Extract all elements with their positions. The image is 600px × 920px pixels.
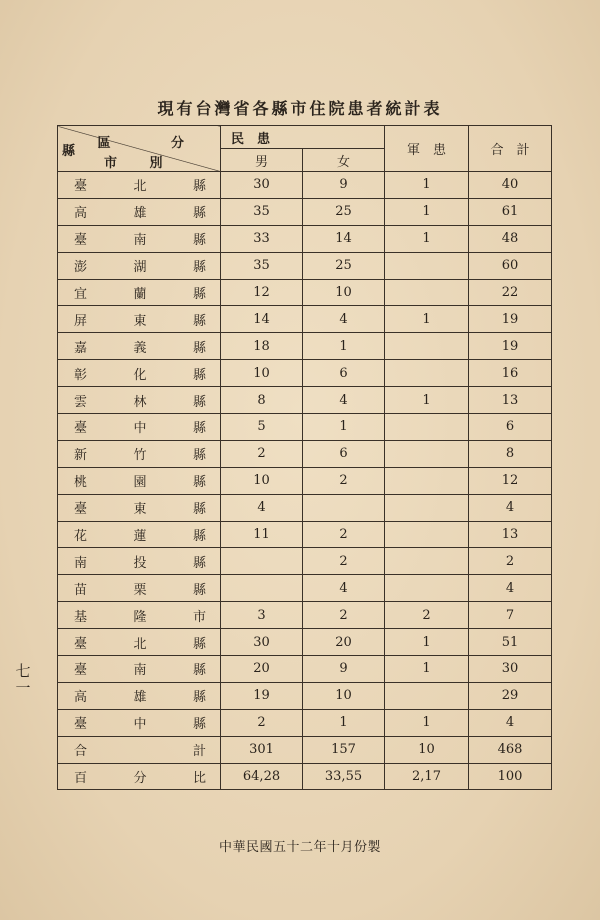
region-name-char: 雄 — [133, 206, 147, 222]
region-name-cell — [58, 575, 221, 602]
total-cell: 48 — [469, 225, 552, 252]
corner-header-bottom: 市 別 — [104, 156, 177, 171]
military-cell: 1 — [385, 306, 469, 333]
female-cell: 20 — [303, 629, 385, 656]
region-name-char: 嘉 — [74, 340, 88, 356]
male-cell: 11 — [221, 521, 303, 548]
male-cell: 4 — [221, 494, 303, 521]
region-name-char: 縣 — [192, 690, 206, 706]
table-row — [58, 629, 552, 656]
region-name-cell — [58, 548, 221, 575]
female-cell: 1 — [303, 333, 385, 360]
total-cell: 19 — [469, 333, 552, 360]
total-cell: 51 — [469, 629, 552, 656]
region-name-char: 分 — [133, 771, 147, 787]
female-cell: 4 — [303, 387, 385, 414]
male-cell — [221, 548, 303, 575]
total-cell: 4 — [469, 709, 552, 736]
female-cell: 2 — [303, 521, 385, 548]
female-cell: 2 — [303, 467, 385, 494]
table-row — [58, 575, 552, 602]
total-cell: 4 — [469, 494, 552, 521]
statistics-table — [57, 125, 552, 790]
table-row — [58, 467, 552, 494]
male-cell: 35 — [221, 252, 303, 279]
female-header: 女 — [303, 149, 385, 172]
table-title: 現有台灣省各縣市住院患者統計表 — [157, 99, 443, 118]
region-name-char: 蘭 — [133, 287, 147, 302]
total-cell: 13 — [469, 521, 552, 548]
region-name-cell — [58, 709, 221, 736]
military-cell — [385, 333, 469, 360]
region-name-char: 臺 — [74, 421, 88, 437]
region-name-char: 南 — [133, 233, 147, 249]
male-cell: 12 — [221, 279, 303, 306]
male-cell: 2 — [221, 709, 303, 736]
female-cell: 14 — [303, 225, 385, 252]
female-cell: 33,55 — [303, 763, 385, 790]
region-name-char: 隆 — [133, 609, 147, 625]
region-name-char: 縣 — [192, 582, 206, 598]
region-name-char: 桃 — [74, 475, 88, 491]
military-cell: 1 — [385, 198, 469, 225]
region-name-cell — [58, 440, 221, 467]
region-name-char: 縣 — [192, 394, 206, 410]
region-name-char: 高 — [74, 206, 88, 222]
region-name-cell — [58, 279, 221, 306]
male-cell: 30 — [221, 172, 303, 199]
female-cell: 4 — [303, 575, 385, 602]
region-name-char: 縣 — [192, 260, 206, 276]
table-row — [58, 440, 552, 467]
female-cell: 25 — [303, 198, 385, 225]
male-cell — [221, 575, 303, 602]
region-name-char: 屏 — [74, 313, 88, 329]
corner-header — [58, 126, 221, 172]
male-cell: 3 — [221, 602, 303, 629]
military-cell — [385, 252, 469, 279]
region-name-cell — [58, 414, 221, 441]
total-cell: 22 — [469, 279, 552, 306]
total-cell: 13 — [469, 387, 552, 414]
female-cell: 25 — [303, 252, 385, 279]
region-name-cell — [58, 198, 221, 225]
table-body — [58, 172, 552, 790]
region-name-char: 縣 — [192, 313, 206, 329]
male-cell: 301 — [221, 736, 303, 763]
table-row — [58, 387, 552, 414]
female-cell: 10 — [303, 682, 385, 709]
civilian-header — [221, 126, 385, 149]
region-name-char: 彰 — [74, 367, 88, 383]
military-cell — [385, 521, 469, 548]
region-name-char: 縣 — [192, 340, 206, 356]
table-row — [58, 682, 552, 709]
military-cell — [385, 467, 469, 494]
region-name-char: 縣 — [192, 502, 206, 518]
male-cell: 2 — [221, 440, 303, 467]
military-cell — [385, 279, 469, 306]
region-name-char: 合 — [74, 744, 88, 760]
table-row — [58, 656, 552, 683]
table-row — [58, 198, 552, 225]
military-cell: 1 — [385, 656, 469, 683]
table-row — [58, 602, 552, 629]
table-row — [58, 360, 552, 387]
table-row — [58, 306, 552, 333]
footer-note: 中華民國五十二年十月份製 — [218, 840, 381, 855]
total-cell: 4 — [469, 575, 552, 602]
male-cell: 30 — [221, 629, 303, 656]
male-cell: 10 — [221, 360, 303, 387]
total-cell: 2 — [469, 548, 552, 575]
region-name-char: 縣 — [192, 421, 206, 437]
region-name-char: 栗 — [133, 582, 147, 598]
region-name-char: 新 — [74, 448, 88, 464]
male-cell: 5 — [221, 414, 303, 441]
military-cell — [385, 575, 469, 602]
region-name-char: 計 — [192, 744, 206, 760]
table-row — [58, 225, 552, 252]
female-cell: 1 — [303, 709, 385, 736]
male-cell: 18 — [221, 333, 303, 360]
military-cell — [385, 682, 469, 709]
region-name-char: 雲 — [74, 394, 88, 410]
total-cell: 468 — [469, 736, 552, 763]
female-cell: 2 — [303, 548, 385, 575]
region-name-char: 化 — [133, 367, 147, 383]
male-cell: 14 — [221, 306, 303, 333]
region-name-char: 臺 — [74, 663, 88, 679]
percent-row — [58, 763, 552, 790]
region-name-char: 縣 — [192, 529, 206, 545]
table-row — [58, 521, 552, 548]
region-name-cell — [58, 387, 221, 414]
region-name-char: 縣 — [192, 555, 206, 571]
table-row — [58, 494, 552, 521]
female-cell: 157 — [303, 736, 385, 763]
military-cell: 10 — [385, 736, 469, 763]
region-name-char: 湖 — [133, 260, 147, 276]
region-name-char: 臺 — [74, 179, 88, 195]
female-cell: 1 — [303, 414, 385, 441]
female-cell: 10 — [303, 279, 385, 306]
male-cell: 10 — [221, 467, 303, 494]
region-name-char: 臺 — [74, 717, 88, 733]
region-name-char: 縣 — [192, 367, 206, 383]
region-name-char: 中 — [133, 717, 147, 733]
region-name-cell — [58, 629, 221, 656]
male-header: 男 — [221, 149, 303, 172]
region-name-cell — [58, 763, 221, 790]
military-cell — [385, 360, 469, 387]
military-cell — [385, 494, 469, 521]
male-cell: 8 — [221, 387, 303, 414]
region-name-char: 澎 — [74, 260, 88, 276]
table-row — [58, 548, 552, 575]
region-name-char: 縣 — [192, 636, 206, 652]
region-name-char: 雄 — [133, 690, 147, 706]
region-name-char: 縣 — [192, 287, 206, 302]
region-name-cell — [58, 225, 221, 252]
military-cell — [385, 414, 469, 441]
region-name-char: 南 — [133, 663, 147, 679]
region-name-cell — [58, 333, 221, 360]
region-name-char: 竹 — [133, 448, 147, 464]
region-name-char: 縣 — [192, 179, 206, 195]
female-cell — [303, 494, 385, 521]
total-cell: 29 — [469, 682, 552, 709]
table-row — [58, 252, 552, 279]
male-cell: 64,28 — [221, 763, 303, 790]
military-cell: 2 — [385, 602, 469, 629]
male-cell: 33 — [221, 225, 303, 252]
male-cell: 35 — [221, 198, 303, 225]
region-name-char: 園 — [133, 475, 147, 491]
female-cell: 6 — [303, 360, 385, 387]
region-name-cell — [58, 306, 221, 333]
region-name-char: 高 — [74, 690, 88, 706]
corner-header-top: 區 分 — [97, 136, 212, 151]
female-cell: 4 — [303, 306, 385, 333]
region-name-char: 百 — [74, 771, 88, 787]
table-row — [58, 333, 552, 360]
region-name-cell — [58, 252, 221, 279]
military-cell: 1 — [385, 629, 469, 656]
region-name-cell — [58, 467, 221, 494]
region-name-char: 花 — [74, 529, 88, 545]
region-name-char: 比 — [192, 771, 206, 787]
region-name-char: 縣 — [192, 233, 206, 249]
corner-header-left: 縣 — [62, 144, 76, 159]
region-name-char: 縣 — [192, 717, 206, 733]
totals-row — [58, 736, 552, 763]
military-header: 軍 患 — [385, 126, 469, 172]
military-cell: 1 — [385, 387, 469, 414]
region-name-char: 南 — [74, 555, 88, 571]
region-name-char: 臺 — [74, 233, 88, 249]
region-name-char: 苗 — [74, 582, 88, 598]
total-cell: 61 — [469, 198, 552, 225]
region-name-char: 臺 — [74, 636, 88, 652]
region-name-char: 北 — [133, 179, 147, 195]
total-cell: 60 — [469, 252, 552, 279]
region-name-char: 蓮 — [133, 529, 147, 545]
military-cell — [385, 440, 469, 467]
civilian-header-label: 民 患 — [231, 131, 271, 147]
region-name-char: 義 — [133, 340, 147, 356]
female-cell: 9 — [303, 172, 385, 199]
military-cell: 1 — [385, 225, 469, 252]
table-row — [58, 414, 552, 441]
military-cell — [385, 548, 469, 575]
region-name-char: 中 — [133, 421, 147, 437]
region-name-cell — [58, 736, 221, 763]
region-name-char: 東 — [133, 313, 147, 329]
region-name-char: 林 — [133, 394, 147, 410]
region-name-char: 臺 — [74, 502, 88, 518]
region-name-cell — [58, 172, 221, 199]
region-name-char: 縣 — [192, 206, 206, 222]
female-cell: 9 — [303, 656, 385, 683]
military-cell: 2,17 — [385, 763, 469, 790]
region-name-cell — [58, 521, 221, 548]
total-cell: 7 — [469, 602, 552, 629]
total-cell: 6 — [469, 414, 552, 441]
region-name-char: 北 — [133, 636, 147, 652]
region-name-char: 投 — [133, 555, 147, 571]
region-name-cell — [58, 682, 221, 709]
female-cell: 6 — [303, 440, 385, 467]
table-row — [58, 279, 552, 306]
male-cell: 20 — [221, 656, 303, 683]
region-name-char: 基 — [74, 609, 88, 625]
table-row — [58, 709, 552, 736]
military-cell: 1 — [385, 172, 469, 199]
total-cell: 19 — [469, 306, 552, 333]
region-name-cell — [58, 602, 221, 629]
region-name-char: 宜 — [74, 287, 88, 302]
region-name-cell — [58, 656, 221, 683]
region-name-char: 東 — [133, 502, 147, 518]
region-name-char: 縣 — [192, 663, 206, 679]
region-name-char: 縣 — [192, 448, 206, 464]
female-cell: 2 — [303, 602, 385, 629]
total-cell: 16 — [469, 360, 552, 387]
total-cell: 100 — [469, 763, 552, 790]
region-name-cell — [58, 494, 221, 521]
total-cell: 30 — [469, 656, 552, 683]
total-cell: 8 — [469, 440, 552, 467]
military-cell: 1 — [385, 709, 469, 736]
region-name-cell — [58, 360, 221, 387]
total-header: 合 計 — [469, 126, 552, 172]
region-name-char: 市 — [192, 609, 206, 625]
region-name-char: 縣 — [192, 475, 206, 491]
table-row — [58, 172, 552, 199]
page-number: 七一 — [15, 662, 31, 697]
total-cell: 40 — [469, 172, 552, 199]
total-cell: 12 — [469, 467, 552, 494]
male-cell: 19 — [221, 682, 303, 709]
